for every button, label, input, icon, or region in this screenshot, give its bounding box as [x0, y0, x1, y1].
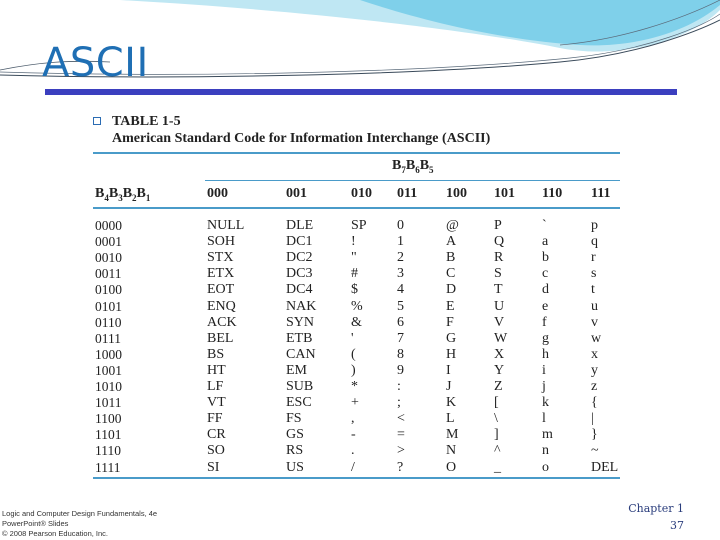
table-cell: _ — [494, 459, 501, 475]
table-cell: SUB — [286, 379, 314, 394]
table-cell: l — [542, 411, 546, 427]
table-cell: Q — [494, 234, 505, 250]
row-code: 1111 — [95, 459, 121, 475]
table-cell: BS — [207, 346, 225, 362]
table-cell: DC1 — [286, 234, 313, 250]
row-code: 1110 — [95, 443, 121, 459]
table-cell: W — [494, 330, 508, 346]
row-code: 1000 — [95, 346, 122, 362]
table-cell: $ — [351, 282, 358, 298]
table-cell: HT — [207, 362, 226, 378]
table-cell: # — [351, 266, 358, 282]
table-cell: / — [351, 459, 355, 475]
table-cell: 4 — [397, 282, 404, 298]
table-cell: 6 — [397, 314, 404, 330]
table-cell: SYN — [286, 314, 315, 330]
table-cell: ~ — [591, 443, 599, 459]
table-cell: N — [446, 443, 457, 459]
row-code: 1101 — [95, 427, 122, 443]
table-cell: X — [494, 346, 505, 362]
table-cell: k — [542, 395, 549, 411]
table-cell: x — [591, 346, 598, 362]
column-header: 010 — [351, 186, 372, 201]
table-cell: DC2 — [286, 250, 313, 266]
table-cell: % — [351, 298, 363, 314]
table-cell: { — [591, 395, 598, 411]
row-bits-header: $B_4B_3B_2B_1$ — [95, 186, 151, 203]
table-cell: = — [397, 427, 405, 443]
table-cell: Z — [494, 379, 503, 394]
table-cell: u — [591, 298, 598, 314]
table-cell: 8 — [397, 346, 404, 362]
table-cell: ESC — [286, 395, 312, 411]
table-cell: | — [591, 411, 594, 427]
table-cell: e — [542, 298, 549, 314]
table-cell: BEL — [207, 330, 234, 346]
table-bottom-rule — [93, 477, 620, 479]
table-cell: b — [542, 250, 549, 266]
table-cell: I — [446, 362, 451, 378]
bit-group-header: $B_7B_6B_5$ — [392, 158, 434, 175]
table-cell: & — [351, 314, 362, 330]
table-cell: S — [494, 266, 502, 282]
table-cell: j — [542, 379, 546, 394]
table-cell: B — [446, 250, 456, 266]
table-cell: U — [494, 298, 505, 314]
table-cell: L — [446, 411, 455, 427]
table-cell: h — [542, 346, 549, 362]
table-cell: o — [542, 459, 549, 475]
table-cell: R — [494, 250, 504, 266]
table-cell: v — [591, 314, 598, 330]
table-cell: 3 — [397, 266, 404, 282]
table-cell: ( — [351, 346, 356, 362]
table-cell: " — [351, 250, 357, 266]
table-top-rule — [93, 152, 620, 154]
table-cell: SOH — [207, 234, 236, 250]
table-cell: STX — [207, 250, 234, 266]
table-cell: EM — [286, 362, 307, 378]
row-code: 0100 — [95, 282, 122, 298]
table-cell: LF — [207, 379, 224, 394]
table-cell: * — [351, 379, 358, 394]
table-cell: DC3 — [286, 266, 313, 282]
table-cell: V — [494, 314, 505, 330]
table-cell: \ — [494, 411, 498, 427]
table-cell: m — [542, 427, 553, 443]
column-header: 011 — [397, 186, 418, 201]
table-cell: ) — [351, 362, 356, 378]
table-label: TABLE 1-5 — [112, 114, 181, 129]
row-code: 1001 — [95, 362, 122, 378]
table-cell: DEL — [591, 459, 619, 475]
table-cell: ^ — [494, 443, 501, 459]
table-cell: F — [446, 314, 454, 330]
table-cell: 2 — [397, 250, 404, 266]
table-cell: E — [446, 298, 455, 314]
table-cell: n — [542, 443, 549, 459]
table-cell: f — [542, 314, 547, 330]
table-cell: y — [591, 362, 598, 378]
table-cell: w — [591, 330, 602, 346]
table-cell: C — [446, 266, 456, 282]
table-cell: ? — [397, 459, 404, 475]
row-code: 1100 — [95, 411, 122, 427]
table-cell: z — [591, 379, 598, 394]
table-cell: t — [591, 282, 595, 298]
table-cell: s — [591, 266, 597, 282]
table-cell: ` — [542, 218, 547, 233]
table-cell: ETX — [207, 266, 235, 282]
table-cell: P — [494, 218, 502, 233]
table-cell: CR — [207, 427, 226, 443]
table-cell: FS — [286, 411, 302, 427]
table-cell: . — [351, 443, 355, 459]
table-cell: 5 — [397, 298, 404, 314]
table-cell: 1 — [397, 234, 404, 250]
column-header: 100 — [446, 186, 467, 201]
table-cell: + — [351, 395, 359, 411]
table-cell: EOT — [207, 282, 235, 298]
table-cell: : — [397, 379, 401, 394]
row-code: 0101 — [95, 298, 122, 314]
footer-credit: Logic and Computer Design Fundamentals, 4e PowerPoint® Slides © 2008 Pearson Education, Inc. — [2, 509, 158, 538]
table-cell: DLE — [286, 218, 314, 233]
table-cell: SO — [207, 443, 225, 459]
slide-title: ASCII — [42, 40, 149, 86]
table-cell: , — [351, 411, 355, 427]
table-caption: American Standard Code for Information Interchange (ASCII) — [112, 131, 491, 146]
footer-chapter-page — [628, 500, 684, 534]
table-cell: ETB — [286, 330, 313, 346]
table-cell: O — [446, 459, 457, 475]
table-cell: CAN — [286, 346, 316, 362]
column-header: 101 — [494, 186, 515, 201]
row-code: 0111 — [95, 330, 121, 346]
table-cell: > — [397, 443, 405, 459]
table-cell: M — [446, 427, 459, 443]
page-number: 37 — [670, 519, 684, 532]
table-cell: @ — [446, 218, 459, 233]
column-header: 000 — [207, 186, 228, 201]
table-cell: 7 — [397, 330, 404, 346]
table-cell: FF — [207, 411, 223, 427]
table-cell: J — [446, 379, 452, 394]
row-code: 1010 — [95, 379, 122, 394]
table-cell: VT — [207, 395, 226, 411]
row-code: 0000 — [95, 218, 122, 233]
column-header: 001 — [286, 186, 307, 201]
table-cell: G — [446, 330, 457, 346]
table-cell: ] — [494, 427, 499, 443]
table-cell: A — [446, 234, 457, 250]
table-cell: D — [446, 282, 457, 298]
table-cell: p — [591, 218, 598, 233]
table-cell: ENQ — [207, 298, 236, 314]
row-code: 1011 — [95, 395, 122, 411]
title-underline — [45, 89, 677, 95]
row-code: 0011 — [95, 266, 122, 282]
table-cell: SI — [207, 459, 220, 475]
table-cell: g — [542, 330, 549, 346]
table-cell: - — [351, 427, 356, 443]
table-cell: RS — [286, 443, 304, 459]
table-cell: 9 — [397, 362, 404, 378]
column-header: 111 — [591, 186, 611, 201]
table-cell: US — [286, 459, 304, 475]
table-cell: ! — [351, 234, 356, 250]
table-cell: NULL — [207, 218, 245, 233]
table-cell: c — [542, 266, 549, 282]
table-cell: H — [446, 346, 457, 362]
table-cell: T — [494, 282, 503, 298]
chapter-label: Chapter 1 — [628, 502, 684, 515]
table-cell: DC4 — [286, 282, 313, 298]
bullet-square-icon — [93, 117, 101, 125]
group-header-rule — [205, 180, 620, 181]
table-cell: SP — [351, 218, 367, 233]
table-cell: K — [446, 395, 457, 411]
table-cell: r — [591, 250, 596, 266]
column-header-rule — [93, 207, 620, 209]
row-code: 0001 — [95, 234, 122, 250]
table-cell: } — [591, 427, 598, 443]
table-cell: ; — [397, 395, 401, 411]
table-cell: GS — [286, 427, 304, 443]
table-cell: Y — [494, 362, 505, 378]
table-cell: 0 — [397, 218, 404, 233]
table-cell: d — [542, 282, 549, 298]
table-cell: < — [397, 411, 405, 427]
table-cell: ' — [351, 330, 354, 346]
table-cell: a — [542, 234, 549, 250]
table-cell: NAK — [286, 298, 317, 314]
table-cell: [ — [494, 395, 499, 411]
row-code: 0110 — [95, 314, 122, 330]
row-code: 0010 — [95, 250, 122, 266]
table-cell: ACK — [207, 314, 237, 330]
column-header: 110 — [542, 186, 563, 201]
table-cell: q — [591, 234, 598, 250]
table-cell: i — [542, 362, 546, 378]
